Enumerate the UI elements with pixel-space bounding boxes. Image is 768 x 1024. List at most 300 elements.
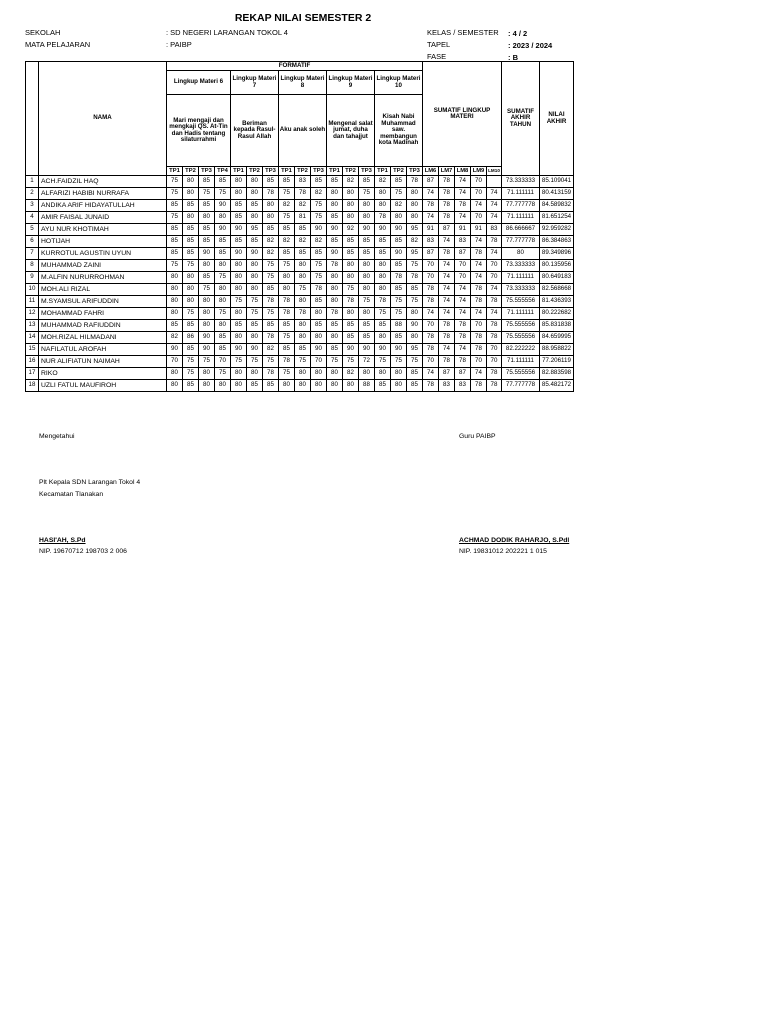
score-cell: 90: [327, 224, 343, 236]
score-cell: 86: [183, 332, 199, 344]
score-cell: 75: [295, 284, 311, 296]
score-cell: 80: [327, 368, 343, 380]
score-cell: 80: [247, 284, 263, 296]
score-cell: 75: [407, 260, 423, 272]
row-number: 9: [26, 272, 39, 284]
nilai-akhir-cell: 80.649183: [540, 272, 574, 284]
score-cell: 83: [455, 380, 471, 392]
subheader-tp3-15: TP3: [407, 167, 423, 176]
nilai-akhir-cell: 82.883598: [540, 368, 574, 380]
score-cell: 85: [247, 236, 263, 248]
score-cell: 85: [215, 332, 231, 344]
score-cell: 88: [391, 320, 407, 332]
sumatif-akhir-cell: 77.777778: [502, 200, 540, 212]
score-cell: 85: [279, 248, 295, 260]
sumatif-akhir-cell: 73.333333: [502, 260, 540, 272]
score-cell: 74: [423, 188, 439, 200]
info-value-mapel: : PAIBP: [166, 40, 192, 49]
score-cell: 80: [231, 380, 247, 392]
score-cell: 78: [375, 212, 391, 224]
score-cell: 80: [199, 296, 215, 308]
table-row: [26, 260, 574, 272]
score-cell: 90: [343, 344, 359, 356]
score-cell: 78: [263, 332, 279, 344]
score-cell: 85: [263, 380, 279, 392]
score-cell: 85: [263, 284, 279, 296]
score-cell: 75: [295, 356, 311, 368]
score-cell: 78: [439, 332, 455, 344]
score-cell: 85: [375, 380, 391, 392]
sumatif-akhir-cell: 71.111111: [502, 188, 540, 200]
score-cell: 70: [471, 356, 487, 368]
score-cell: 75: [215, 368, 231, 380]
score-cell: 82: [343, 176, 359, 188]
score-cell: 80: [343, 308, 359, 320]
score-cell: 78: [471, 284, 487, 296]
subheader-tp1-10: TP1: [327, 167, 343, 176]
score-cell: 85: [407, 380, 423, 392]
score-cell: 90: [375, 344, 391, 356]
score-cell: 74: [471, 236, 487, 248]
score-cell: 78: [279, 356, 295, 368]
score-cell: 78: [407, 272, 423, 284]
score-cell: 85: [311, 320, 327, 332]
score-cell: 74: [471, 368, 487, 380]
score-cell: 85: [263, 176, 279, 188]
score-cell: 80: [375, 260, 391, 272]
score-cell: 80: [167, 368, 183, 380]
row-number: 6: [26, 236, 39, 248]
score-cell: 82: [407, 236, 423, 248]
sumatif-akhir-cell: 73.333333: [502, 284, 540, 296]
score-cell: 85: [343, 332, 359, 344]
score-cell: 80: [263, 212, 279, 224]
score-cell: 78: [327, 260, 343, 272]
score-cell: 85: [375, 236, 391, 248]
score-cell: 85: [247, 200, 263, 212]
footer-guru-name: ACHMAD DODIK RAHARJO, S.Pdl: [459, 537, 570, 544]
score-cell: 75: [407, 296, 423, 308]
header-lm6: Lingkup Materi 6: [167, 71, 231, 95]
score-cell: 85: [215, 344, 231, 356]
score-cell: 80: [375, 368, 391, 380]
info-label-sekolah: SEKOLAH: [25, 28, 61, 37]
score-cell: 75: [375, 308, 391, 320]
info-label-fase: FASE: [427, 52, 447, 61]
score-cell: 92: [343, 224, 359, 236]
nilai-akhir-cell: 81.651254: [540, 212, 574, 224]
table-row: [26, 356, 574, 368]
score-cell: 72: [359, 356, 375, 368]
score-cell: 85: [231, 236, 247, 248]
score-cell: 80: [359, 260, 375, 272]
row-number: 12: [26, 308, 39, 320]
score-cell: 75: [279, 260, 295, 272]
score-cell: 85: [183, 224, 199, 236]
score-cell: 70: [455, 260, 471, 272]
table-row: [26, 176, 574, 188]
score-cell: 70: [423, 320, 439, 332]
score-cell: 85: [183, 248, 199, 260]
score-cell: 74: [487, 188, 502, 200]
score-cell: 80: [247, 212, 263, 224]
student-name: AMIR FAISAL JUNAID: [39, 212, 167, 224]
score-cell: 87: [455, 368, 471, 380]
sumatif-akhir-cell: 75.555556: [502, 368, 540, 380]
score-cell: 90: [231, 344, 247, 356]
score-cell: 80: [295, 272, 311, 284]
subheader-tp2-5: TP2: [247, 167, 263, 176]
table-row: [26, 332, 574, 344]
header-lm9-desc: Mengenal salat jumat, duha dan tahajjut: [327, 95, 375, 167]
score-cell: 75: [215, 272, 231, 284]
score-cell: 85: [375, 320, 391, 332]
score-cell: 82: [311, 236, 327, 248]
score-cell: 85: [167, 224, 183, 236]
table-row: [26, 248, 574, 260]
score-cell: 74: [471, 272, 487, 284]
score-cell: 74: [455, 308, 471, 320]
score-cell: 78: [471, 296, 487, 308]
score-cell: 78: [263, 296, 279, 308]
score-cell: 80: [199, 380, 215, 392]
score-cell: 87: [439, 368, 455, 380]
score-cell: 85: [199, 200, 215, 212]
sumatif-akhir-cell: 71.111111: [502, 212, 540, 224]
score-cell: 80: [327, 332, 343, 344]
score-cell: 75: [263, 260, 279, 272]
score-cell: 85: [167, 200, 183, 212]
score-cell: 80: [327, 188, 343, 200]
student-name: ALFARIZI HABIBI NURRAFA: [39, 188, 167, 200]
score-cell: 85: [279, 176, 295, 188]
score-cell: 75: [311, 212, 327, 224]
subheader-tp2-14: TP2: [391, 167, 407, 176]
score-cell: 75: [311, 200, 327, 212]
score-cell: 70: [423, 272, 439, 284]
score-cell: 80: [343, 380, 359, 392]
score-cell: 85: [167, 320, 183, 332]
student-name: M.SYAMSUL ARIFUDDIN: [39, 296, 167, 308]
info-label-kelas: KELAS / SEMESTER: [427, 28, 499, 37]
score-cell: 74: [439, 260, 455, 272]
score-cell: 78: [407, 176, 423, 188]
score-cell: 85: [295, 248, 311, 260]
student-name: NUR ALIFIATUN NAIMAH: [39, 356, 167, 368]
score-cell: 74: [471, 260, 487, 272]
score-cell: 90: [311, 344, 327, 356]
table-row: [26, 224, 574, 236]
score-cell: 95: [407, 248, 423, 260]
score-cell: 80: [247, 332, 263, 344]
score-cell: 70: [423, 260, 439, 272]
score-cell: 70: [487, 272, 502, 284]
score-cell: 80: [359, 212, 375, 224]
score-cell: 80: [327, 200, 343, 212]
score-cell: 74: [423, 212, 439, 224]
score-cell: 74: [439, 236, 455, 248]
score-cell: 75: [183, 260, 199, 272]
score-cell: 80: [231, 260, 247, 272]
score-cell: 80: [359, 368, 375, 380]
score-cell: 85: [391, 236, 407, 248]
score-cell: 85: [327, 212, 343, 224]
score-cell: 75: [167, 188, 183, 200]
score-cell: 80: [359, 272, 375, 284]
score-cell: 78: [471, 332, 487, 344]
score-cell: 75: [263, 356, 279, 368]
score-cell: 75: [183, 308, 199, 320]
score-cell: 78: [423, 200, 439, 212]
score-cell: 74: [471, 308, 487, 320]
score-cell: 80: [327, 296, 343, 308]
score-cell: 85: [199, 272, 215, 284]
row-number: 17: [26, 368, 39, 380]
score-cell: 80: [295, 320, 311, 332]
table-row: [26, 296, 574, 308]
nilai-akhir-cell: 89.349896: [540, 248, 574, 260]
header-lm8-desc: Aku anak soleh: [279, 95, 327, 167]
subheader-lm10-20: LM10: [487, 167, 502, 176]
score-cell: 85: [183, 236, 199, 248]
score-cell: 80: [311, 380, 327, 392]
footer-kepala-line2: Kecamatan Tlanakan: [39, 491, 104, 498]
score-cell: 75: [279, 188, 295, 200]
page-title: REKAP NILAI SEMESTER 2: [234, 12, 372, 24]
nilai-akhir-cell: 77.206119: [540, 356, 574, 368]
score-cell: 80: [231, 368, 247, 380]
student-name: UZLI FATUL MAUFIROH: [39, 380, 167, 392]
score-cell: 74: [439, 344, 455, 356]
score-cell: 80: [183, 272, 199, 284]
score-cell: 78: [263, 188, 279, 200]
score-cell: 90: [359, 344, 375, 356]
nilai-akhir-cell: 85.109041: [540, 176, 574, 188]
score-cell: 87: [439, 224, 455, 236]
score-cell: 80: [407, 188, 423, 200]
student-name: NAFILATUL AROFAH: [39, 344, 167, 356]
table-row: [26, 380, 574, 392]
header-nama: NAMA: [39, 62, 167, 176]
score-cell: 80: [167, 296, 183, 308]
footer-guru-nip: NIP. 19831012 202221 1 015: [459, 548, 547, 555]
score-cell: 85: [343, 320, 359, 332]
table-row: [26, 272, 574, 284]
score-cell: 80: [375, 332, 391, 344]
student-name: AYU NUR KHOTIMAH: [39, 224, 167, 236]
score-cell: 80: [279, 284, 295, 296]
table-row: [26, 308, 574, 320]
subheader-tp4-3: TP4: [215, 167, 231, 176]
sumatif-akhir-cell: 80: [502, 248, 540, 260]
score-cell: 80: [391, 380, 407, 392]
score-cell: 85: [359, 248, 375, 260]
score-cell: 70: [471, 188, 487, 200]
score-cell: 87: [423, 176, 439, 188]
score-cell: 78: [423, 332, 439, 344]
sumatif-akhir-cell: 71.111111: [502, 272, 540, 284]
subheader-tp2-1: TP2: [183, 167, 199, 176]
score-cell: 74: [455, 344, 471, 356]
score-cell: 80: [327, 272, 343, 284]
header-lm10-desc: Kisah Nabi Muhammad saw. membangun kota Madinah: [375, 95, 423, 167]
score-cell: 85: [407, 368, 423, 380]
score-cell: 78: [327, 308, 343, 320]
nilai-akhir-cell: 86.384863: [540, 236, 574, 248]
nilai-akhir-cell: 85.831838: [540, 320, 574, 332]
subheader-lm8-18: LM8: [455, 167, 471, 176]
row-number: 5: [26, 224, 39, 236]
score-cell: 75: [359, 296, 375, 308]
score-cell: 80: [279, 272, 295, 284]
score-cell: 78: [295, 308, 311, 320]
score-cell: 85: [327, 236, 343, 248]
score-cell: 82: [263, 344, 279, 356]
table-row: [26, 344, 574, 356]
score-cell: 75: [391, 296, 407, 308]
score-cell: 91: [455, 224, 471, 236]
score-cell: 85: [327, 344, 343, 356]
score-cell: 85: [391, 260, 407, 272]
score-cell: 75: [167, 176, 183, 188]
score-cell: 78: [295, 188, 311, 200]
score-cell: 85: [183, 344, 199, 356]
subheader-lm6-16: LM6: [423, 167, 439, 176]
score-cell: 80: [199, 260, 215, 272]
score-cell: 80: [247, 368, 263, 380]
score-cell: 85: [215, 236, 231, 248]
row-number: 7: [26, 248, 39, 260]
score-cell: 75: [311, 272, 327, 284]
score-cell: 80: [327, 380, 343, 392]
score-cell: 80: [215, 320, 231, 332]
score-cell: 85: [343, 248, 359, 260]
score-cell: 74: [439, 272, 455, 284]
score-cell: 78: [487, 296, 502, 308]
student-name: ANDIKA ARIF HIDAYATULLAH: [39, 200, 167, 212]
score-cell: 70: [455, 272, 471, 284]
score-cell: 78: [487, 320, 502, 332]
student-name: MOHAMMAD FAHRI: [39, 308, 167, 320]
score-cell: 80: [183, 296, 199, 308]
info-value-kelas: : 4 / 2: [508, 29, 528, 38]
score-cell: 80: [295, 380, 311, 392]
score-cell: 74: [439, 308, 455, 320]
score-cell: 80: [215, 296, 231, 308]
score-cell: 78: [455, 320, 471, 332]
score-cell: 80: [343, 260, 359, 272]
nilai-akhir-cell: 81.436393: [540, 296, 574, 308]
score-cell: 80: [359, 200, 375, 212]
score-cell: 90: [391, 344, 407, 356]
score-cell: 80: [295, 332, 311, 344]
score-cell: 80: [215, 284, 231, 296]
score-cell: 80: [183, 176, 199, 188]
score-cell: 85: [215, 176, 231, 188]
score-cell: 75: [199, 188, 215, 200]
footer-guru: Guru PAIBP: [459, 433, 496, 440]
score-cell: 75: [375, 356, 391, 368]
row-number: 8: [26, 260, 39, 272]
score-cell: 85: [359, 320, 375, 332]
sumatif-akhir-cell: 82.222222: [502, 344, 540, 356]
score-cell: 80: [183, 212, 199, 224]
score-cell: 78: [471, 344, 487, 356]
score-cell: 74: [455, 296, 471, 308]
footer-kepala-nip: NIP. 19670712 198703 2 006: [39, 548, 127, 555]
score-cell: 75: [183, 368, 199, 380]
score-cell: 75: [247, 308, 263, 320]
score-cell: 85: [199, 236, 215, 248]
score-cell: 85: [263, 224, 279, 236]
score-cell: 78: [439, 188, 455, 200]
score-cell: 82: [295, 200, 311, 212]
info-value-tapel: : 2023 / 2024: [508, 41, 553, 50]
score-cell: 80: [391, 212, 407, 224]
table-row: [26, 284, 574, 296]
score-cell: 75: [327, 356, 343, 368]
score-cell: 74: [487, 200, 502, 212]
score-cell: 90: [199, 344, 215, 356]
score-cell: 87: [455, 248, 471, 260]
score-cell: 82: [279, 200, 295, 212]
nilai-akhir-cell: 80.135956: [540, 260, 574, 272]
header-lm9: Lingkup Materi 9: [327, 71, 375, 95]
score-cell: 80: [183, 284, 199, 296]
score-cell: 75: [391, 356, 407, 368]
score-cell: 78: [423, 296, 439, 308]
score-cell: 80: [279, 380, 295, 392]
score-cell: 78: [487, 236, 502, 248]
footer-mengetahui: Mengetahui: [39, 433, 75, 440]
header-no: [26, 62, 39, 176]
header-sumatif-akhir: SUMATIF AKHIR TAHUN: [502, 62, 540, 176]
subheader-tp1-13: TP1: [375, 167, 391, 176]
score-cell: 78: [279, 308, 295, 320]
score-cell: 90: [375, 224, 391, 236]
header-nilai-akhir: NILAI AKHIR: [540, 62, 574, 176]
score-cell: 82: [375, 176, 391, 188]
score-cell: 90: [231, 248, 247, 260]
score-cell: 80: [407, 212, 423, 224]
score-cell: 74: [455, 176, 471, 188]
score-cell: 85: [391, 284, 407, 296]
score-cell: 80: [199, 308, 215, 320]
score-cell: 70: [487, 356, 502, 368]
score-cell: 83: [487, 224, 502, 236]
score-cell: 80: [199, 320, 215, 332]
score-cell: 78: [439, 320, 455, 332]
row-number: 2: [26, 188, 39, 200]
score-cell: 81: [295, 212, 311, 224]
score-cell: 80: [375, 272, 391, 284]
score-cell: 75: [279, 368, 295, 380]
score-cell: 70: [471, 320, 487, 332]
score-cell: 80: [295, 368, 311, 380]
score-cell: 95: [247, 224, 263, 236]
row-number: 16: [26, 356, 39, 368]
header-lm7: Lingkup Materi 7: [231, 71, 279, 95]
student-name: M.ALFIN NURURROHMAN: [39, 272, 167, 284]
score-cell: 75: [311, 260, 327, 272]
score-cell: 82: [391, 200, 407, 212]
subheader-tp3-9: TP3: [311, 167, 327, 176]
score-cell: 80: [343, 200, 359, 212]
score-cell: 75: [391, 188, 407, 200]
score-cell: 80: [231, 188, 247, 200]
row-number: 10: [26, 284, 39, 296]
score-cell: 85: [327, 176, 343, 188]
